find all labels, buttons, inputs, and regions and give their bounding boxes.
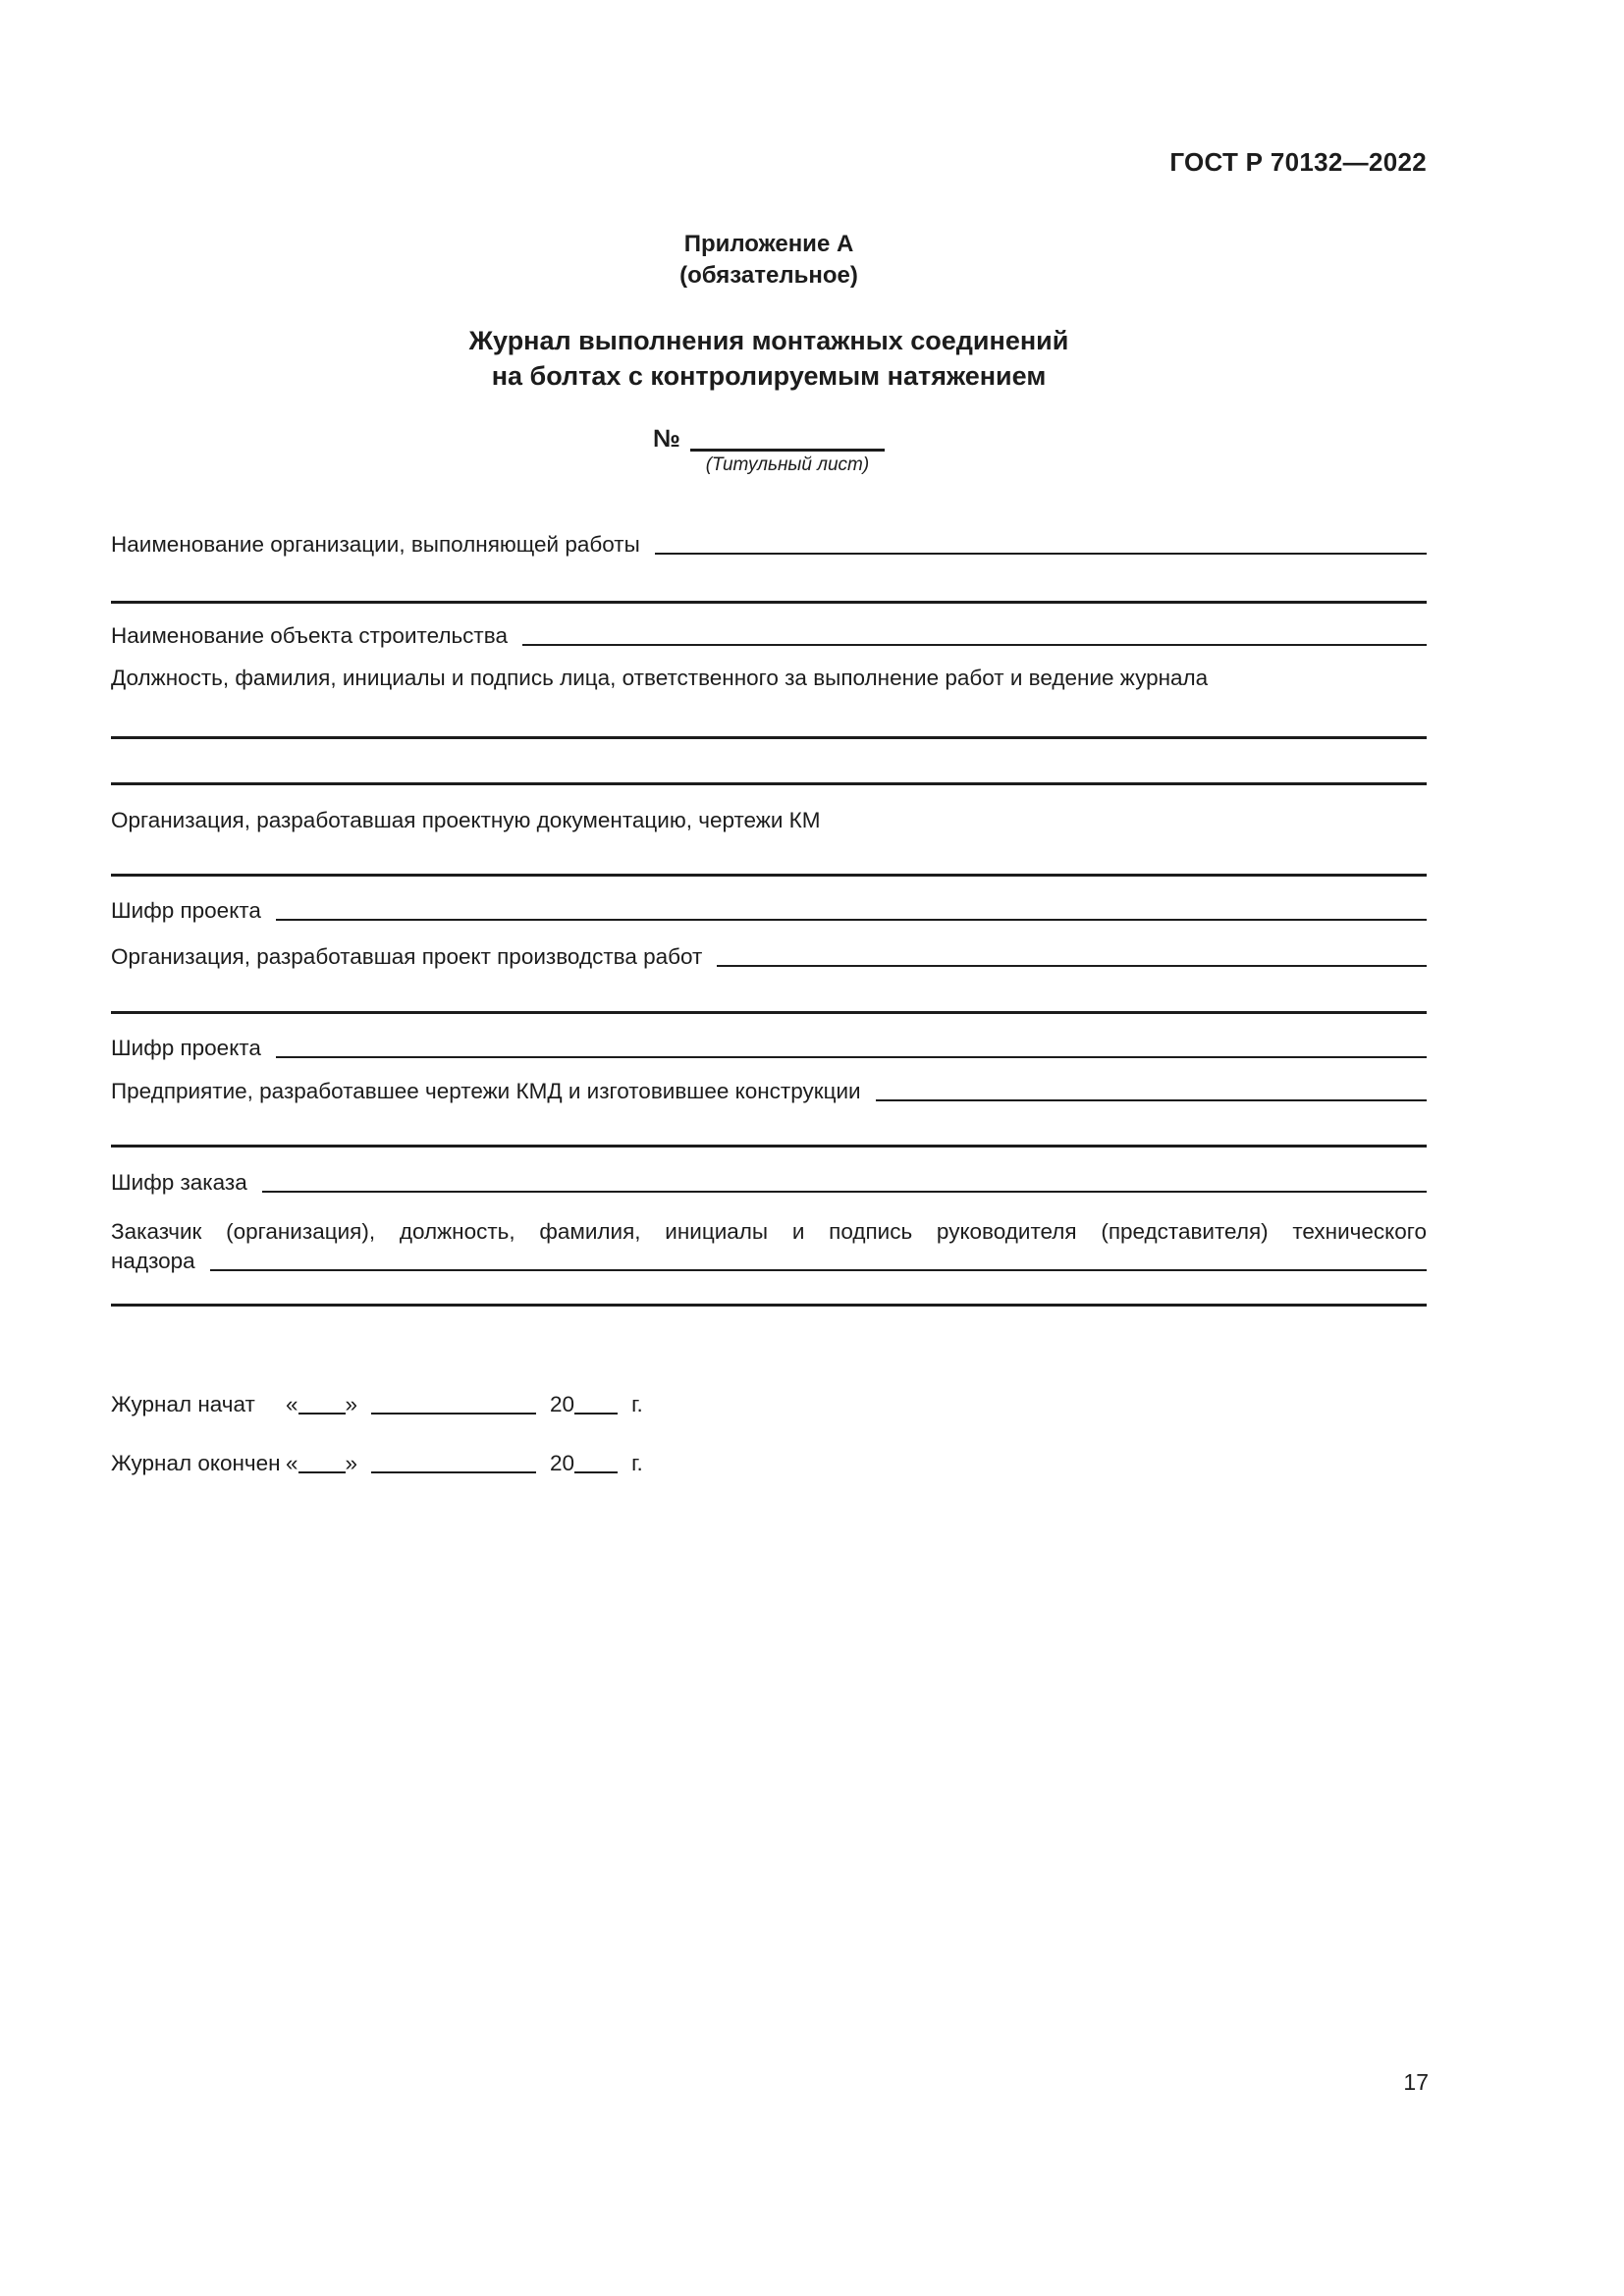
journal-started-row [111,1391,1427,1417]
field-ppr-org [111,943,1427,970]
ruled-line [111,782,1427,785]
ruled-line [111,601,1427,604]
journal-finished-row [111,1450,1427,1476]
year-prefix: 20 [550,1451,575,1475]
year-suffix: г. [631,1451,643,1475]
quote-close: » [345,1451,358,1475]
number-block [111,425,1427,476]
appendix-obligation: (обязательное) [679,262,858,289]
blank-line [276,914,1427,921]
document-page [111,0,1427,1476]
appendix-label: Приложение А [683,231,854,257]
field-label: Шифр проекта [111,898,261,923]
field-label: Предприятие, разработавшее чертежи КМД и изготовившее конструкции [111,1079,861,1103]
month-blank [371,1408,536,1415]
standard-designation: ГОСТ Р 70132—2022 [1169,147,1427,177]
ruled-line [111,1145,1427,1148]
quote-open: « [286,1392,298,1416]
field-km-org: Организация, разработавшая проектную документацию, чертежи КМ [111,808,821,832]
field-label: Организация, разработавшая проект производства работ [111,944,703,969]
year-prefix: 20 [550,1392,575,1416]
field-org-performing [111,531,1427,558]
year-suffix: г. [631,1392,643,1416]
quote-close: » [345,1392,358,1416]
field-object-name [111,622,1427,649]
journal-started-label: Журнал начат [111,1392,255,1416]
journal-title-line2: на болтах с контролируемым натяжением [491,361,1047,391]
field-label: Наименование объекта строительства [111,623,508,648]
journal-title-line1: Журнал выполнения монтажных соединений [468,326,1069,355]
customer-text-line2: надзора [111,1249,195,1273]
day-blank [298,1467,346,1473]
number-blank-line [690,425,885,452]
ruled-line [111,736,1427,739]
field-responsible-person: Должность, фамилия, инициалы и подпись лица, ответственного за выполнение работ и ведение журнала [111,666,1209,690]
ruled-line [111,874,1427,877]
blank-line [276,1051,1427,1058]
page-number: 17 [1403,2069,1429,2095]
field-project-code-1 [111,897,1427,924]
field-label: Шифр заказа [111,1170,247,1195]
number-sign: № [653,425,680,453]
field-project-code-2 [111,1035,1427,1061]
blank-line [655,548,1427,555]
field-order-code [111,1169,1427,1196]
blank-line [876,1095,1427,1101]
year-blank [574,1408,618,1415]
title-sheet-caption: (Титульный лист) [705,454,870,475]
year-blank [574,1467,618,1473]
blank-line [717,960,1427,967]
journal-title [111,323,1427,394]
customer-text-line2-row [111,1248,1427,1274]
quote-open: « [286,1451,298,1475]
customer-text-line1: Заказчик (организация), должность, фамилия, инициалы и подпись руководителя (представителя) технического [111,1219,1427,1244]
journal-finished-label: Журнал окончен [111,1451,281,1475]
field-label: Шифр проекта [111,1036,261,1060]
blank-line [210,1264,1427,1271]
field-label: Наименование организации, выполняющей работы [111,532,640,557]
day-blank [298,1408,346,1415]
ruled-line [111,1304,1427,1307]
field-customer [111,1215,1427,1274]
month-blank [371,1467,536,1473]
field-kmd-org [111,1078,1427,1104]
blank-line [262,1186,1427,1193]
blank-line [522,639,1427,646]
ruled-line [111,1011,1427,1014]
